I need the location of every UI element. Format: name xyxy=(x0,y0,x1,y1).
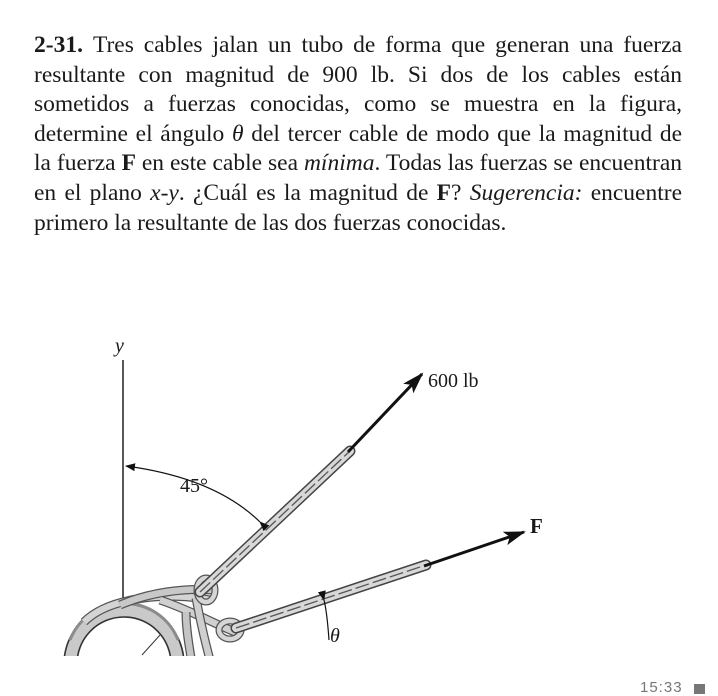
problem-text-1: Tres cables jalan un tubo de forma que generan una fuerza resultante con magnitud de 900 lb. Si dos de los cables están sometidos a fuerzas conocidas, como se muestra en la figura, determine el ángulo xyxy=(34,32,682,147)
force-diagram xyxy=(0,320,718,694)
theta-symbol: θ xyxy=(231,120,244,147)
problem-text-6: ? xyxy=(451,179,462,206)
y-axis-label: y xyxy=(115,335,124,357)
rope-600lb xyxy=(200,451,350,592)
pipe xyxy=(64,603,184,694)
problem-text-3: en este cable sea xyxy=(135,150,298,177)
plane-label: x-y xyxy=(150,179,179,206)
status-time: 15:33 xyxy=(640,679,683,696)
status-indicator-icon xyxy=(694,684,705,694)
problem-text-5: . ¿Cuál es la magnitud de xyxy=(178,179,429,206)
problem-number: 2-31. xyxy=(34,32,83,58)
arrow-f xyxy=(424,532,524,566)
hint-label: Sugerencia: xyxy=(469,179,583,206)
emphasis-minima: mínima xyxy=(303,150,375,177)
arrow-600lb xyxy=(348,374,422,452)
problem-text-2: del tercer cable de modo que la magnitud de la fuerza xyxy=(34,120,683,177)
force-symbol: F xyxy=(121,150,136,177)
theta-arc xyxy=(324,600,329,640)
problem-statement xyxy=(34,31,682,238)
rope-f xyxy=(236,565,426,628)
problem-text-4: . Todas las fuerzas se encuentran en el plano xyxy=(34,150,683,206)
force-f-label: F xyxy=(530,514,543,538)
angle-45-label: 45° xyxy=(180,475,208,497)
force-600-label: 600 lb xyxy=(428,370,479,392)
force-symbol-2: F xyxy=(436,179,452,206)
theta-label: θ xyxy=(330,625,340,647)
problem-text-7: encuentre primero la resultante de las dos fuerzas conocidas. xyxy=(34,179,683,236)
